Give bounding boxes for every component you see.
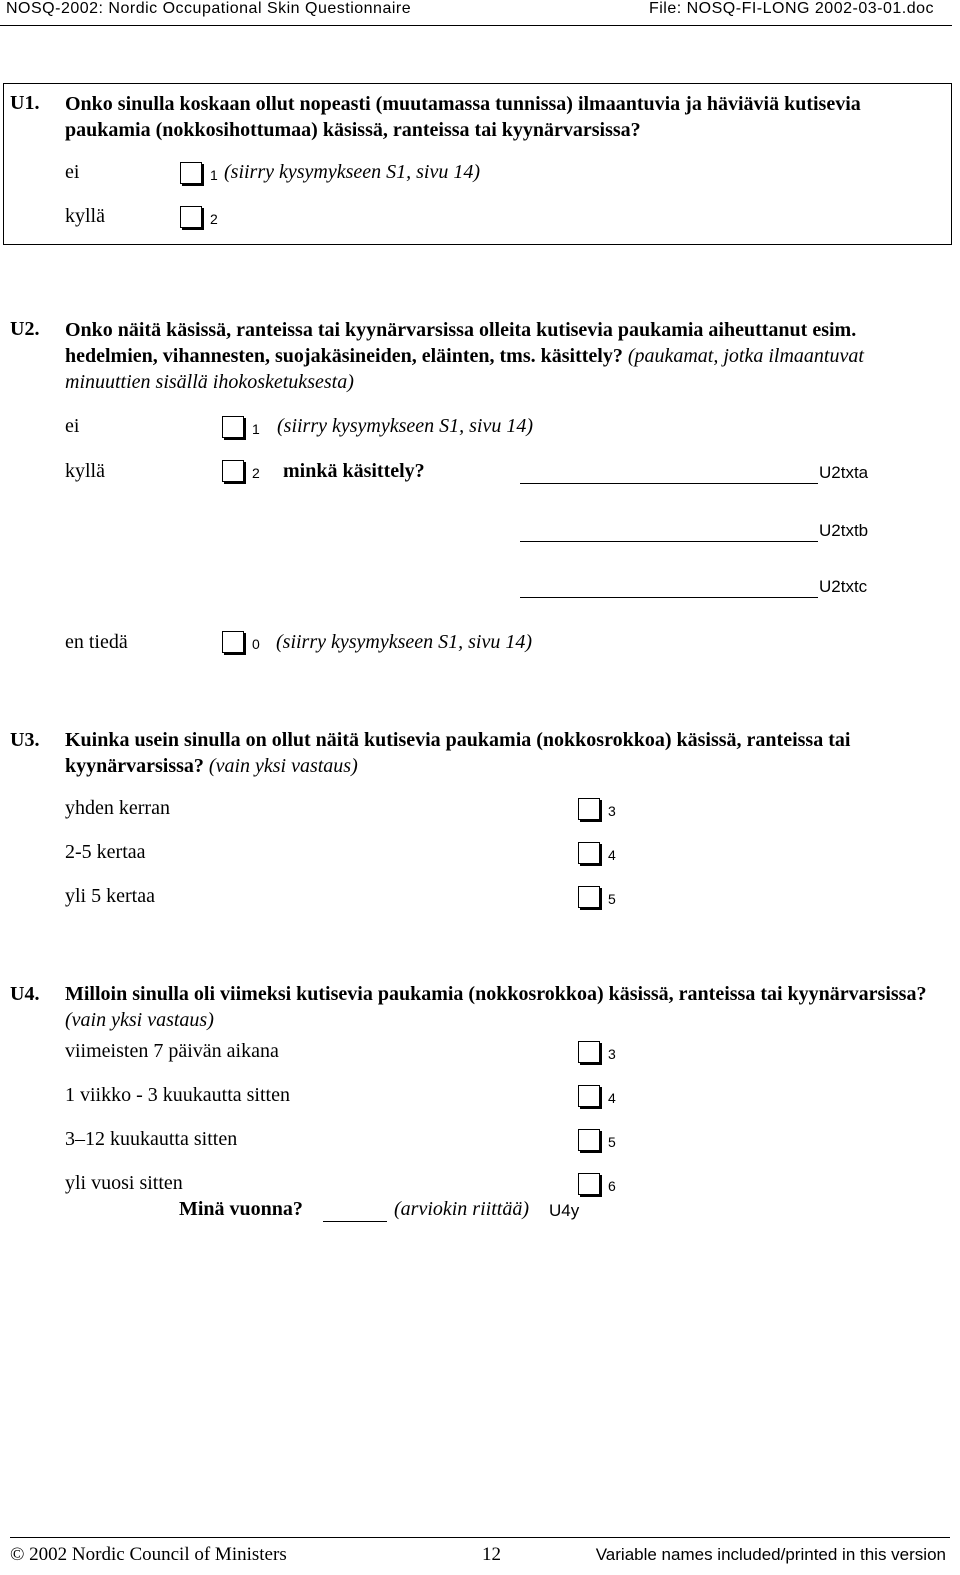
u2-option-en-tieda-label: en tiedä <box>65 631 128 653</box>
u2-checkbox-en-tieda[interactable] <box>222 631 244 653</box>
u4-question-block <box>65 981 945 1033</box>
u2-var-b: U2txtb <box>819 521 869 540</box>
u2-option-kylla-label: kyllä <box>65 460 105 482</box>
u4-code-4: 4 <box>608 1090 616 1106</box>
u3-checkbox-1[interactable] <box>578 798 600 820</box>
u2-checkbox-ei[interactable] <box>222 416 244 438</box>
u4-year-answer-line[interactable] <box>323 1221 387 1222</box>
u1-checkbox-kylla[interactable] <box>180 206 202 228</box>
u4-checkbox-4[interactable] <box>578 1173 600 1195</box>
u4-code-6: 6 <box>608 1178 616 1194</box>
u2-followup-question: minkä käsittely? <box>283 460 425 482</box>
u4-year-question: Minä vuonna? <box>179 1198 303 1220</box>
u3-option-1-label: yhden kerran <box>65 797 170 819</box>
u2-code-0: 0 <box>252 636 260 652</box>
u4-option-4-label: yli vuosi sitten <box>65 1172 183 1194</box>
u4-code-3: 3 <box>608 1046 616 1062</box>
u2-skip-note-1: (siirry kysymykseen S1, sivu 14) <box>277 415 534 437</box>
u3-checkbox-3[interactable] <box>578 886 600 908</box>
u3-option-2-label: 2-5 kertaa <box>65 841 146 863</box>
header-filename: File: NOSQ-FI-LONG 2002-03-01.doc <box>648 0 934 17</box>
u4-option-2-label: 1 viikko - 3 kuukautta sitten <box>65 1084 290 1106</box>
u1-number: U1. <box>10 92 40 114</box>
u3-number: U3. <box>10 729 40 751</box>
footer-rule <box>10 1537 950 1538</box>
footer-copyright: © 2002 Nordic Council of Ministers <box>10 1544 287 1565</box>
u2-code-1: 1 <box>252 421 260 437</box>
u2-question: Onko näitä käsissä, ranteissa tai kyynärvarsissa olleita kutisevia paukamia aiheuttanut esim. hedelmien, vihannesten, suojakäsineiden, eläinten, tms. käsittely? <box>65 319 857 367</box>
u2-answer-line-a[interactable] <box>520 483 818 484</box>
u4-year-note: (arviokin riittää) <box>394 1198 529 1220</box>
footer-version-note: Variable names included/printed in this version <box>595 1545 946 1564</box>
u1-code-2: 2 <box>210 211 218 227</box>
u1-question: Onko sinulla koskaan ollut nopeasti (muutamassa tunnissa) ilmaantuvia ja häviäviä kutisevia paukamia (nokkosihottumaa) käsissä, ranteissa tai kyynärvarsissa? <box>65 93 861 141</box>
u2-number: U2. <box>10 318 40 340</box>
u4-checkbox-1[interactable] <box>578 1041 600 1063</box>
u1-code-1: 1 <box>210 167 218 183</box>
u2-skip-note-0: (siirry kysymykseen S1, sivu 14) <box>276 631 533 653</box>
footer-page-number: 12 <box>482 1544 501 1565</box>
u4-number: U4. <box>10 983 40 1005</box>
u4-option-1-label: viimeisten 7 päivän aikana <box>65 1040 279 1062</box>
u2-code-2: 2 <box>252 465 260 481</box>
u2-checkbox-kylla[interactable] <box>222 460 244 482</box>
u2-answer-line-b[interactable] <box>520 541 818 542</box>
u3-question-note: (vain yksi vastaus) <box>208 755 358 777</box>
u3-code-3: 3 <box>608 803 616 819</box>
u1-option-kylla-label: kyllä <box>65 205 105 227</box>
u1-option-ei-label: ei <box>65 161 80 183</box>
u1-skip-note: (siirry kysymykseen S1, sivu 14) <box>224 161 481 183</box>
u3-code-5: 5 <box>608 891 616 907</box>
u2-var-a: U2txta <box>819 463 869 482</box>
u4-question-note: (vain yksi vastaus) <box>65 1009 214 1031</box>
u4-code-5: 5 <box>608 1134 616 1150</box>
u3-code-4: 4 <box>608 847 616 863</box>
u1-checkbox-ei[interactable] <box>180 162 202 184</box>
u2-option-ei-label: ei <box>65 415 80 437</box>
u2-question-block <box>65 317 945 395</box>
u2-var-c: U2txtc <box>819 577 868 596</box>
u3-question-block <box>65 727 945 779</box>
u4-year-var: U4y <box>549 1201 580 1220</box>
header-title: NOSQ-2002: Nordic Occupational Skin Questionnaire <box>6 0 412 17</box>
header-rule <box>0 25 952 26</box>
u3-checkbox-2[interactable] <box>578 842 600 864</box>
u3-option-3-label: yli 5 kertaa <box>65 885 155 907</box>
u4-option-3-label: 3–12 kuukautta sitten <box>65 1128 238 1150</box>
u2-answer-line-c[interactable] <box>520 597 818 598</box>
u2-question-note: (paukamat, jotka ilmaantuvat minuuttien sisällä ihokosketuksesta) <box>65 345 864 393</box>
u3-question: Kuinka usein sinulla on ollut näitä kutisevia paukamia (nokkosrokkoa) käsissä, ranteissa tai kyynärvarsissa? <box>65 729 851 777</box>
u4-checkbox-2[interactable] <box>578 1085 600 1107</box>
u4-checkbox-3[interactable] <box>578 1129 600 1151</box>
u4-question: Milloin sinulla oli viimeksi kutisevia paukamia (nokkosrokkoa) käsissä, ranteissa tai kyynärvarsissa? <box>65 983 927 1005</box>
